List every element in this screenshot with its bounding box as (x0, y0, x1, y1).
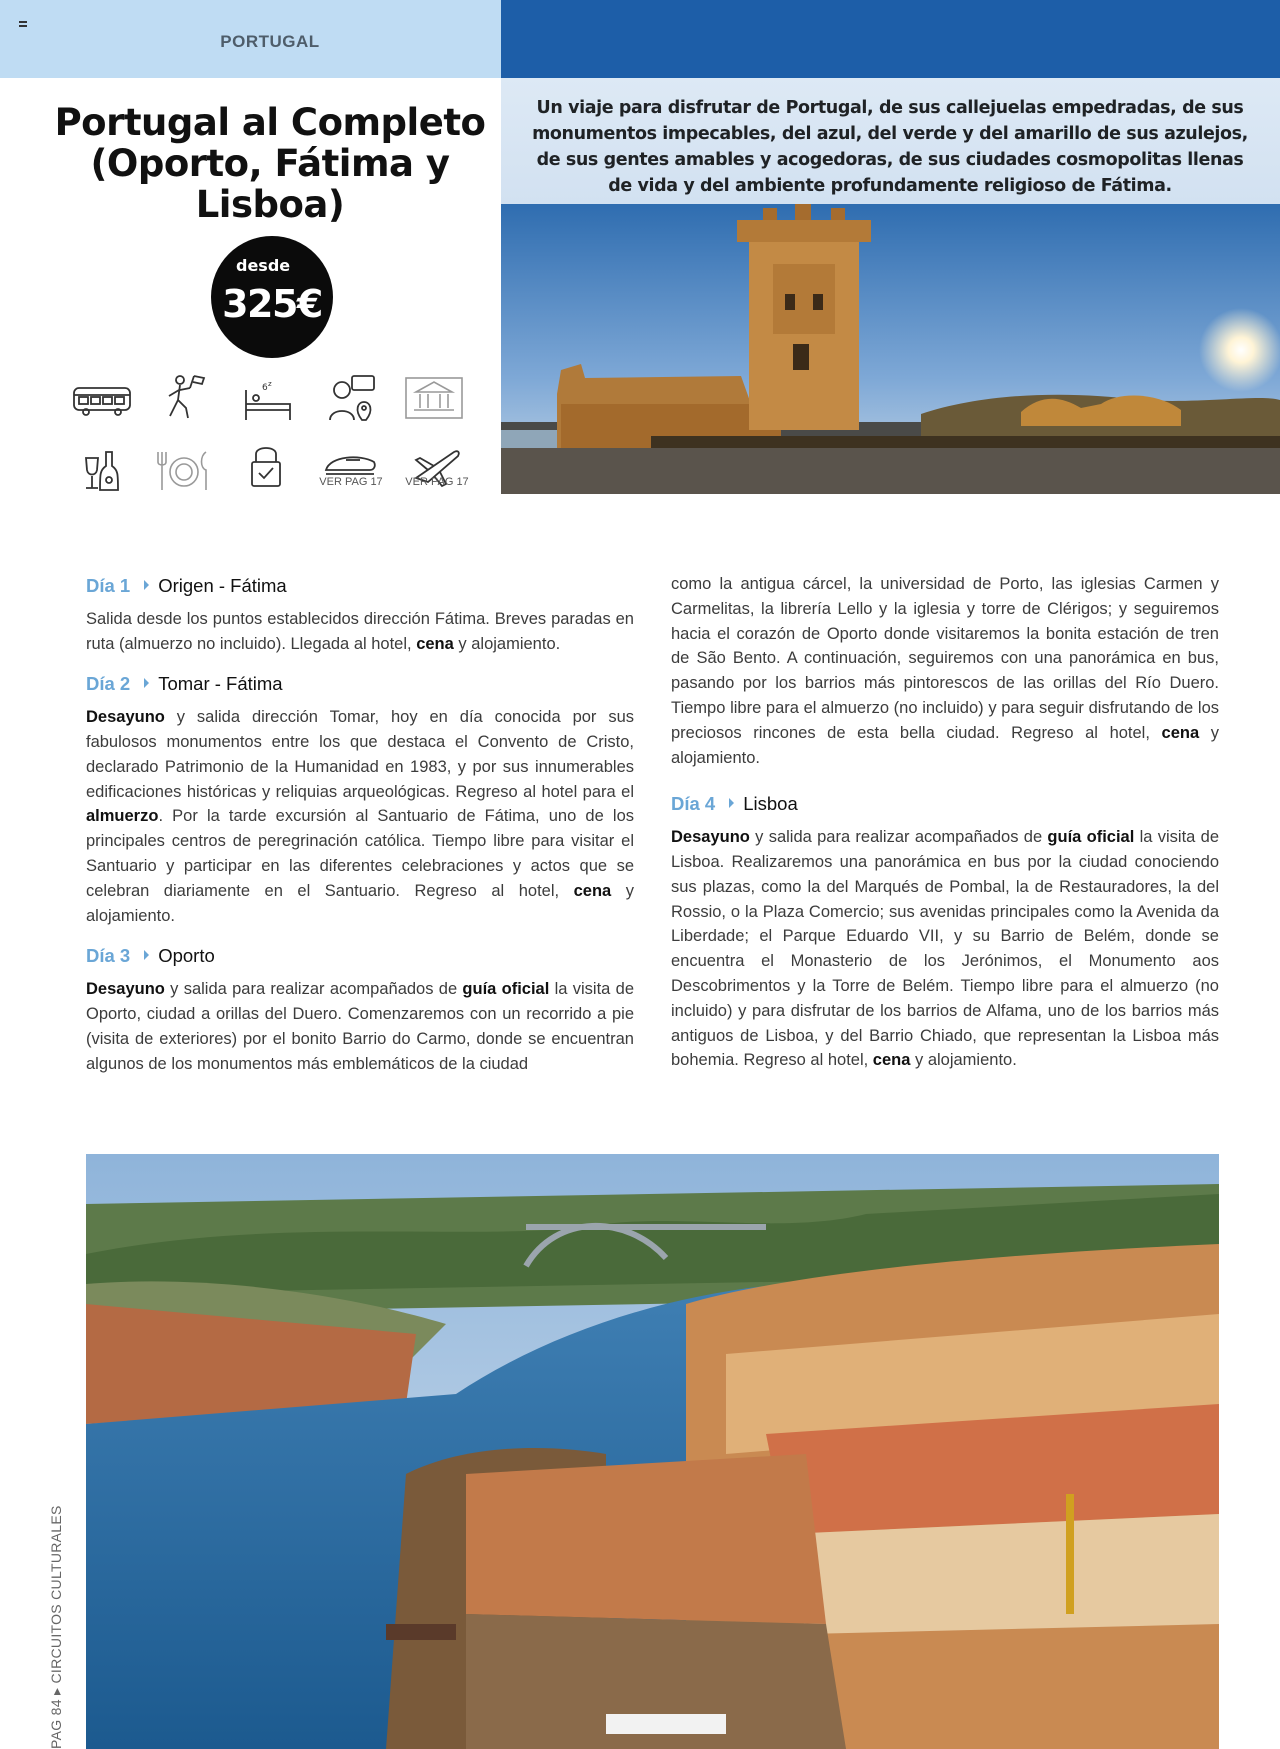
hotel-bed-icon (238, 376, 298, 424)
bold-text: cena (1161, 723, 1200, 742)
bold-text: guía oficial (1047, 828, 1135, 847)
day-arrow-icon (144, 950, 149, 960)
page-side-label: PAG 84 ▸ CIRCUITOS CULTURALES (48, 1505, 64, 1749)
price-badge (211, 236, 333, 358)
body-text: y alojamiento. (910, 1051, 1017, 1070)
day-number: Día 3 (86, 945, 131, 967)
day-body (86, 977, 634, 1076)
price-from-label: desde (236, 256, 291, 275)
wine-drinks-icon (72, 446, 132, 494)
day-title: Lisboa (743, 793, 798, 815)
guided-walk-icon (156, 372, 216, 420)
belem-tower-photo (501, 204, 1280, 494)
day-number: Día 2 (86, 673, 131, 695)
day-body (86, 705, 634, 928)
day-3-continued (671, 572, 1219, 770)
day-arrow-icon (144, 580, 149, 590)
insurance-lock-icon (236, 442, 296, 490)
body-text: y salida dirección Tomar, hoy en día conocida por sus fabulosos monumentos entre los que destaca el Convento de Cristo, declarado Patrimonio de la Humanidad en 1983, y por sus innumerables edificaciones históricas y reliquias arqueológicas. Regreso al hotel para el (86, 708, 634, 801)
body-text: y alojamiento. (671, 723, 1220, 767)
bold-text: Desayuno (86, 980, 165, 999)
body-text: como la antigua cárcel, la universidad de Porto, las iglesias Carmen y Carmelitas, la librería Lello y la iglesia y torre de Clérigos; y seguiremos hacia el corazón de Oporto donde visitaremos la bonita estación de tren de São Bento. A continuación, seguiremos con una panorámica en bus, pasando por los barrios más pintorescos de las orillas del Río Duero. Tiempo libre para el almuerzo (no incluido) y para seguir disfrutando de los preciosos rincones de esta bella ciudad. Regreso al hotel, (671, 575, 1219, 742)
tour-title (40, 102, 500, 225)
body-text: la visita de Lisboa. Realizaremos una panorámica en bus por la ciudad conociendo sus plazas, como la del Marqués de Pombal, la de Restauradores, la del Rossio, o la Plaza Comercio; sus avenidas principales como la Avenida da Liberdade; el Parque Eduardo VII, y su Barrio de Belém, donde se encuentra el Monasterio de los Jerónimos, el Monumento aos Descobrimentos y la Torre de Belém. Tiempo libre para el almuerzo (no incluido) y para disfrutar de los barrios de Alfama, uno de los barrios más antiguos de Lisboa, y del Barrio Chiado, que representan la Lisboa más bohemia. Regreso al hotel, (671, 828, 1219, 1070)
meals-icon (154, 446, 214, 494)
body-text: y salida para realizar acompañados de (164, 980, 463, 999)
body-text: y alojamiento. (86, 881, 634, 925)
day-2 (86, 672, 634, 928)
price-amount: 325€ (222, 282, 322, 326)
tour-title-line: Lisboa) (195, 183, 345, 226)
monument-ticket-icon (404, 374, 464, 422)
tour-guide-icon (322, 374, 382, 422)
train-caption[interactable]: VER PAG 17 (319, 476, 383, 488)
day-heading (671, 792, 1219, 817)
tour-title-line: (Oporto, Fátima y (90, 142, 450, 185)
menu-icon (19, 21, 27, 27)
svg-text:6: 6 (262, 383, 268, 393)
day-title: Oporto (158, 945, 215, 967)
body-text: y salida para realizar acompañados de (749, 828, 1048, 847)
bold-text: guía oficial (462, 980, 550, 999)
day-4 (671, 792, 1219, 1073)
day-number: Día 4 (671, 793, 716, 815)
day-heading (86, 574, 634, 599)
tour-title-line: Portugal al Completo (54, 101, 486, 144)
day-number: Día 1 (86, 575, 131, 596)
bold-text: cena (573, 881, 612, 900)
plane-caption[interactable]: VER PAG 17 (405, 476, 469, 488)
bold-text: cena (872, 1051, 911, 1070)
bold-text: almuerzo (86, 807, 159, 826)
svg-text:z: z (268, 380, 272, 388)
section-label: PORTUGAL (220, 32, 320, 51)
day-arrow-icon (144, 678, 149, 688)
body-text: y alojamiento. (453, 634, 561, 653)
day-heading (86, 944, 634, 969)
itinerary-left-column (86, 574, 634, 1092)
intro-text: Un viaje para disfrutar de Portugal, de sus callejuelas empedradas, de sus monumentos impecables, del azul, del verde y del amarillo de sus azulejos, de sus gentes amables y acogedoras, de sus ciudades cosmopolitas llenas de vida y del ambiente profundamente religioso de Fátima. (532, 98, 1248, 196)
day-title: Origen - Fátima (158, 575, 287, 596)
header-band-dark (501, 0, 1280, 78)
bold-text: cena (416, 634, 454, 653)
day-title: Tomar - Fátima (158, 673, 283, 695)
day-3 (86, 944, 634, 1076)
bold-text: Desayuno (86, 708, 165, 727)
itinerary-right-column (671, 572, 1219, 1089)
day-heading (86, 672, 634, 697)
day-body (86, 607, 634, 657)
bus-icon (72, 376, 132, 424)
day-body (671, 825, 1219, 1073)
porto-river-photo (86, 1154, 1219, 1749)
bold-text: Desayuno (671, 828, 750, 847)
body-text: la visita de Oporto, ciudad a orillas del Duero. Comenzaremos con un recorrido a pie (visita de exteriores) por el bonito Barrio do Carmo, donde se encuentran algunos de los monumentos más emblemáticos de la ciudad (86, 980, 634, 1073)
day-1 (86, 574, 634, 656)
body-text: Salida desde los puntos establecidos dirección Fátima. Breves paradas en ruta (almuerzo no incluido). Llegada al hotel, (86, 609, 634, 653)
day-arrow-icon (729, 798, 734, 808)
body-text: . Por la tarde excursión al Santuario de Fátima, uno de los principales centros de peregrinación católica. Tiempo libre para visitar el Santuario y participar en las diferentes celebraciones y actos que se celebran diariamente en el Santuario. Regreso al hotel, (86, 807, 634, 900)
